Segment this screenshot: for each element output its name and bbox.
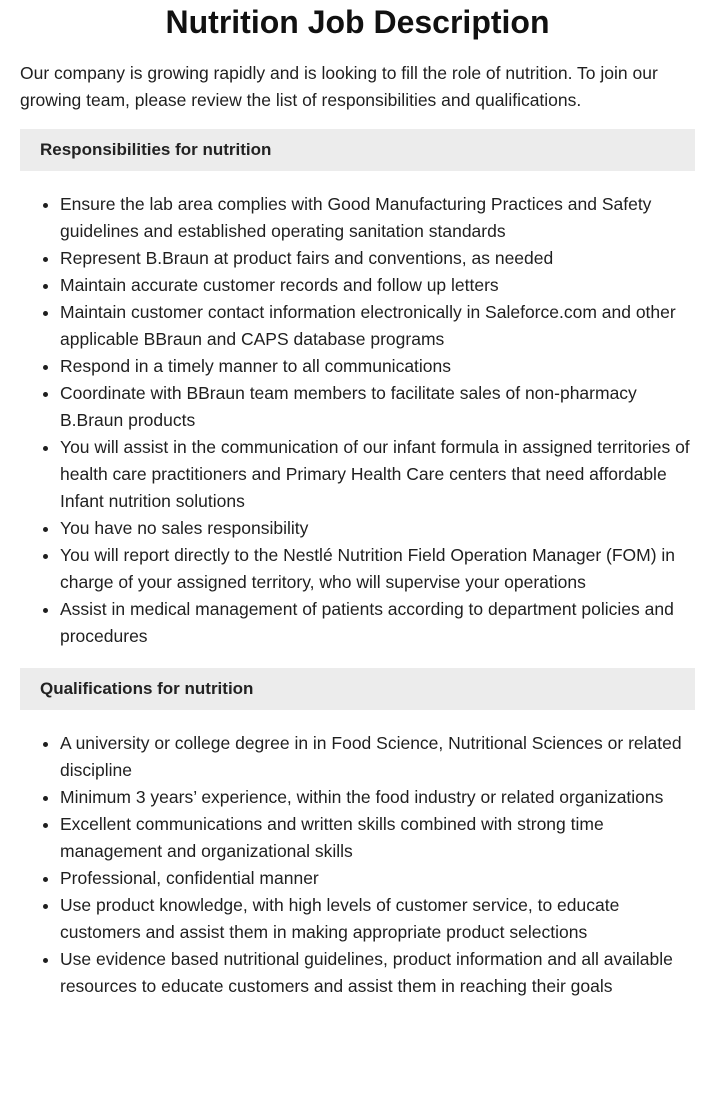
list-item: You will report directly to the Nestlé Nutrition Field Operation Manager (FOM) in charge of your assigned territory, who will supervise your operations: [60, 542, 695, 596]
list-item: You will assist in the communication of our infant formula in assigned territories of health care practitioners and Primary Health Care centers that need affordable Infant nutrition solutions: [60, 434, 695, 515]
list-item: Maintain accurate customer records and follow up letters: [60, 272, 695, 299]
responsibilities-list: [20, 191, 695, 650]
list-item: Minimum 3 years’ experience, within the food industry or related organizations: [60, 784, 695, 811]
page-title: Nutrition Job Description: [165, 4, 550, 40]
list-item: Excellent communications and written skills combined with strong time management and organizational skills: [60, 811, 695, 865]
responsibilities-heading: Responsibilities for nutrition: [20, 129, 695, 171]
job-description-page: [20, 0, 695, 1000]
list-item: Use evidence based nutritional guidelines, product information and all available resources to educate customers and assist them in reaching their goals: [60, 946, 695, 1000]
list-item: A university or college degree in in Food Science, Nutritional Sciences or related discipline: [60, 730, 695, 784]
list-item: Maintain customer contact information electronically in Saleforce.com and other applicable BBraun and CAPS database programs: [60, 299, 695, 353]
list-item: Use product knowledge, with high levels of customer service, to educate customers and assist them in making appropriate product selections: [60, 892, 695, 946]
list-item: Coordinate with BBraun team members to facilitate sales of non-pharmacy B.Braun products: [60, 380, 695, 434]
qualifications-list: [20, 730, 695, 1000]
intro-paragraph: Our company is growing rapidly and is looking to fill the role of nutrition. To join our growing team, please review the list of responsibilities and qualifications.: [20, 63, 658, 110]
list-item: Represent B.Braun at product fairs and conventions, as needed: [60, 245, 695, 272]
list-item: Ensure the lab area complies with Good Manufacturing Practices and Safety guidelines and established operating sanitation standards: [60, 191, 695, 245]
list-item: Professional, confidential manner: [60, 865, 695, 892]
list-item: Respond in a timely manner to all communications: [60, 353, 695, 380]
list-item: You have no sales responsibility: [60, 515, 695, 542]
qualifications-heading: Qualifications for nutrition: [20, 668, 695, 710]
list-item: Assist in medical management of patients according to department policies and procedures: [60, 596, 695, 650]
